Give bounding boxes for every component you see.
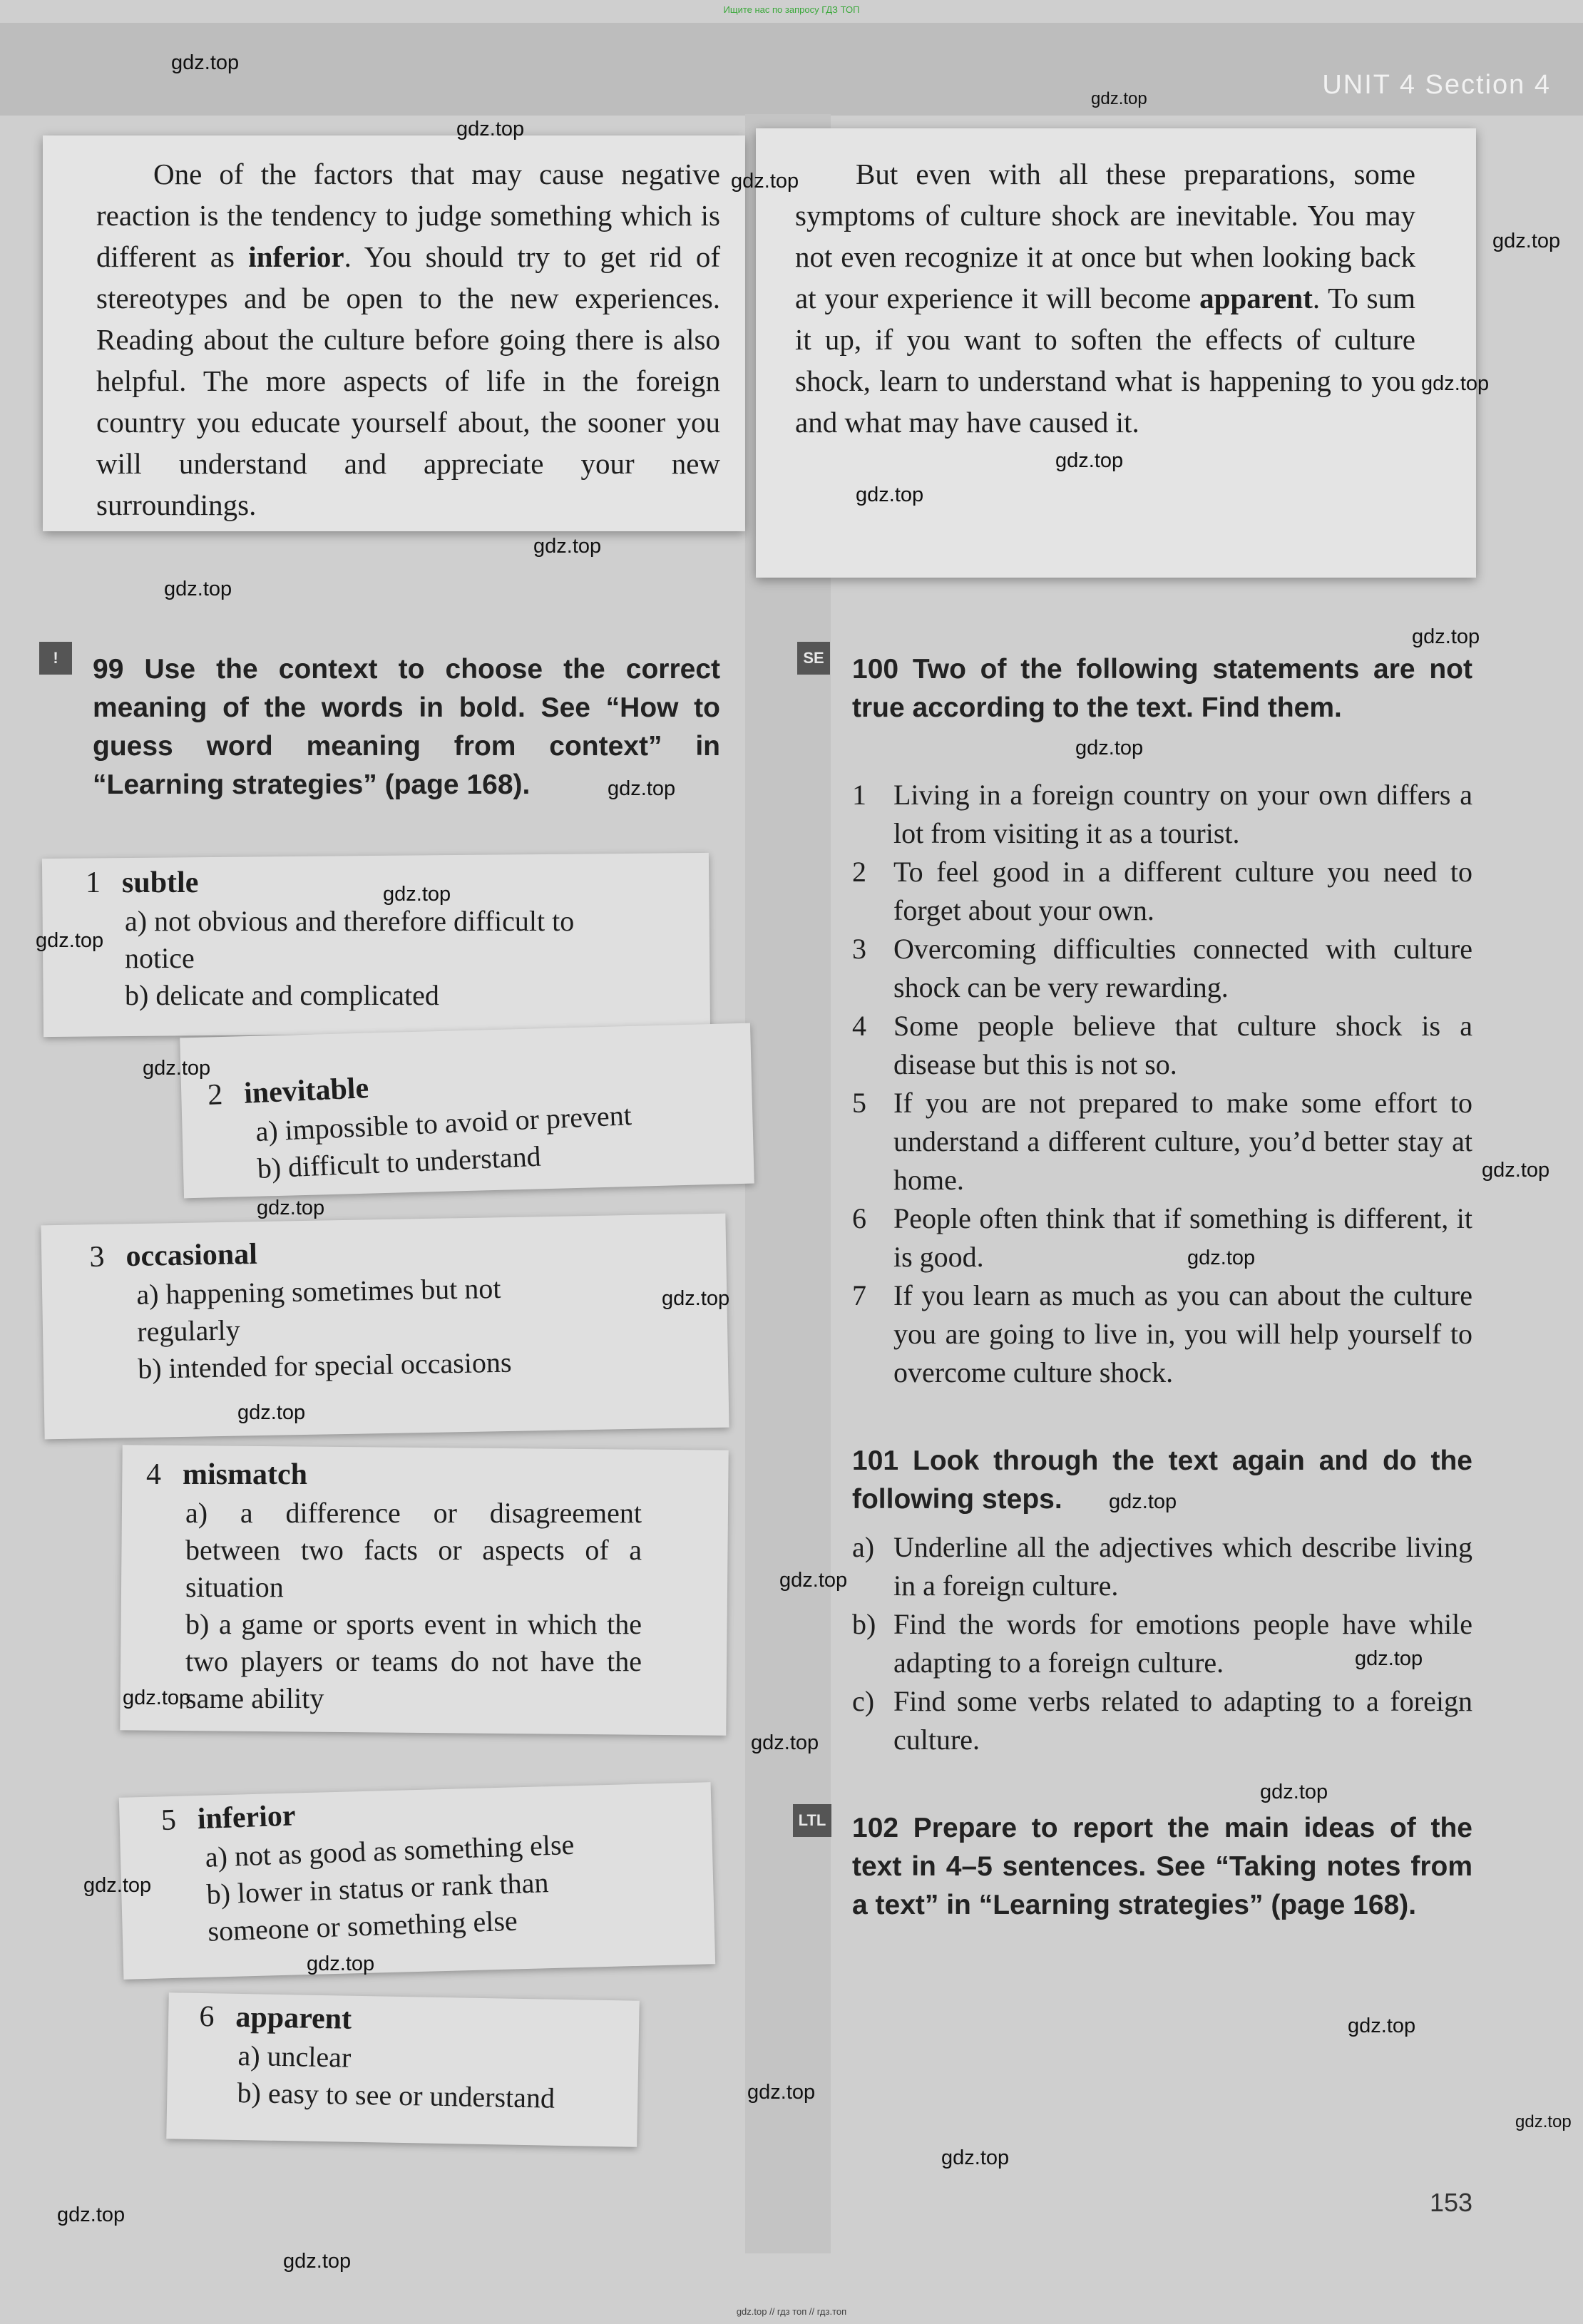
- step-item: [852, 1528, 1472, 1605]
- step-item: [852, 1682, 1472, 1759]
- task-101-text: Look through the text again and do the following steps.: [852, 1445, 1473, 1515]
- top-link[interactable]: Ищите нас по запросу ГДЗ ТОП: [723, 4, 860, 15]
- text-right-part2: . To sum it up, if you want to soften the effects of culture shock, learn to understand what is happening to you and what may have caused it.: [795, 282, 1415, 439]
- watermark: gdz.top: [123, 1686, 191, 1709]
- watermark: gdz.top: [1492, 230, 1561, 252]
- word-item-4: [146, 1455, 660, 1717]
- step-text: Find the words for emotions people have while adapting to a foreign culture.: [893, 1608, 1472, 1679]
- watermark: gdz.top: [1260, 1781, 1328, 1803]
- statement-item: [852, 1084, 1472, 1199]
- watermark: gdz.top: [57, 2203, 125, 2226]
- step-text: Find some verbs related to adapting to a foreign culture.: [893, 1685, 1472, 1756]
- word-item-term: inferior: [197, 1799, 297, 1836]
- task-100-heading: [852, 650, 1472, 727]
- statement-text: If you learn as much as you can about the culture you are going to live in, you will help yourself to overcome culture shock.: [893, 1279, 1472, 1388]
- task-100-text: Two of the following statements are not true according to the text. Find them.: [852, 654, 1472, 723]
- watermark: gdz.top: [747, 2081, 816, 2104]
- text-left: [96, 153, 720, 526]
- watermark: gdz.top: [1055, 449, 1124, 472]
- page-number: 153: [1430, 2188, 1473, 2217]
- statement-number: 7: [852, 1279, 866, 1311]
- statement-item: [852, 930, 1472, 1007]
- watermark: gdz.top: [1075, 737, 1144, 759]
- statement-number: 6: [852, 1202, 866, 1234]
- word-option-b: b) lower in status or rank than someone or something else: [205, 1866, 550, 1947]
- watermark: gdz.top: [36, 929, 104, 952]
- watermark: gdz.top: [731, 170, 799, 193]
- statement-text: Some people believe that culture shock is a disease but this is not so.: [893, 1010, 1472, 1080]
- word-option-a: a) not obvious and therefore difficult to notice: [125, 905, 575, 974]
- statement-number: 4: [852, 1010, 866, 1042]
- word-item-term: mismatch: [183, 1458, 307, 1491]
- word-item-6: [198, 1997, 642, 2119]
- step-text: Underline all the adjectives which describe living in a foreign culture.: [893, 1531, 1472, 1602]
- statement-text: If you are not prepared to make some effort to understand a different culture, you’d better stay at home.: [893, 1087, 1472, 1196]
- watermark: gdz.top: [1109, 1490, 1177, 1513]
- task-101-steps: [852, 1528, 1472, 1759]
- step-letter: c): [852, 1685, 875, 1717]
- statement-item: [852, 1199, 1472, 1276]
- watermark: gdz.top: [1482, 1159, 1550, 1182]
- word-item-number: 4: [146, 1458, 161, 1491]
- word-item-number: 5: [160, 1803, 177, 1837]
- task-99-number: 99: [93, 654, 124, 685]
- word-item-number: 3: [89, 1240, 105, 1274]
- watermark: gdz.top: [779, 1569, 848, 1592]
- watermark: gdz.top: [456, 118, 525, 140]
- watermark: gdz.top: [164, 578, 232, 600]
- ltl-icon: LTL: [793, 1804, 831, 1837]
- statement-text: Living in a foreign country on your own differs a lot from visiting it as a tourist.: [893, 779, 1472, 849]
- task-101-number: 101: [852, 1445, 899, 1476]
- text-right-part1: But even with all these preparations, some symptoms of culture shock are inevitable. You may not even recognize it at once but when looking back at your experience it will become: [795, 158, 1415, 314]
- watermark: gdz.top: [307, 1952, 375, 1975]
- watermark: gdz.top: [1187, 1247, 1256, 1269]
- word-option-a: a) unclear: [237, 2039, 352, 2074]
- bold-word-apparent: apparent: [1199, 282, 1313, 314]
- task-102-text: Prepare to report the main ideas of the text in 4–5 sentences. See “Taking notes from a text” in “Learning strategies” (page 168).: [852, 1813, 1472, 1920]
- bold-word-inferior: inferior: [248, 240, 344, 273]
- word-option-b: b) difficult to understand: [256, 1140, 542, 1185]
- task-102-heading: [852, 1809, 1472, 1925]
- word-item-term: subtle: [122, 866, 199, 899]
- watermark: gdz.top: [83, 1874, 152, 1897]
- watermark: gdz.top: [1515, 2112, 1572, 2131]
- bottom-link[interactable]: gdz.top // гдз топ // гдз.топ: [736, 2306, 847, 2317]
- watermark: gdz.top: [533, 535, 602, 558]
- step-letter: a): [852, 1531, 875, 1563]
- word-item-2: [207, 1053, 724, 1189]
- step-letter: b): [852, 1608, 876, 1640]
- word-item-number: 6: [199, 2000, 215, 2034]
- statement-number: 1: [852, 779, 866, 811]
- exclamation-icon: !: [39, 642, 72, 675]
- statement-number: 5: [852, 1087, 866, 1119]
- word-option-b: b) delicate and complicated: [125, 979, 439, 1011]
- task-99-text: Use the context to choose the correct meaning of the words in bold. See “How to guess word meaning from context” in “Learning strategies” (page 168).: [93, 654, 720, 800]
- statement-text: Overcoming difficulties connected with culture shock can be very rewarding.: [893, 933, 1472, 1003]
- word-option-a: a) not as good as something else: [205, 1828, 575, 1873]
- word-option-a: a) a difference or disagreement between two facts or aspects of a situation: [185, 1497, 642, 1603]
- watermark: gdz.top: [257, 1197, 325, 1219]
- watermark: gdz.top: [283, 2250, 352, 2273]
- word-option-a: a) impossible to avoid or prevent: [255, 1099, 632, 1148]
- word-item-number: 2: [207, 1078, 224, 1112]
- statement-text: To feel good in a different culture you need to forget about your own.: [893, 856, 1472, 926]
- word-item-term: apparent: [235, 2000, 352, 2036]
- word-option-a: a) happening sometimes but not regularly: [136, 1271, 501, 1348]
- statement-item: [852, 776, 1472, 853]
- statement-item: [852, 853, 1472, 930]
- watermark: gdz.top: [1091, 89, 1147, 108]
- statement-item: [852, 1007, 1472, 1084]
- statement-item: [852, 1276, 1472, 1392]
- word-item-term: inevitable: [243, 1072, 370, 1110]
- task-102-number: 102: [852, 1813, 899, 1843]
- watermark: gdz.top: [608, 777, 676, 800]
- word-item-5: [160, 1783, 679, 1952]
- task-100-number: 100: [852, 654, 899, 685]
- watermark: gdz.top: [1348, 2015, 1416, 2037]
- unit-header: UNIT 4 Section 4: [1322, 70, 1551, 100]
- watermark: gdz.top: [1355, 1647, 1423, 1670]
- statement-number: 2: [852, 856, 866, 888]
- word-option-b: b) intended for special occasions: [137, 1346, 512, 1385]
- watermark: gdz.top: [143, 1057, 211, 1080]
- watermark: gdz.top: [1412, 625, 1480, 648]
- se-icon: SE: [797, 642, 830, 675]
- statement-list: [852, 776, 1472, 1392]
- watermark: gdz.top: [171, 51, 240, 74]
- watermark: gdz.top: [662, 1287, 730, 1310]
- watermark: gdz.top: [941, 2146, 1010, 2169]
- word-item-3: [89, 1228, 605, 1388]
- word-option-b: b) a game or sports event in which the two players or teams do not have the same ability: [185, 1608, 642, 1714]
- statement-text: People often think that if something is different, it is good.: [893, 1202, 1472, 1273]
- word-item-term: occasional: [125, 1237, 258, 1274]
- watermark: gdz.top: [856, 483, 924, 506]
- watermark: gdz.top: [237, 1401, 306, 1424]
- watermark: gdz.top: [751, 1731, 819, 1754]
- word-option-b: b) easy to see or understand: [237, 2076, 555, 2114]
- text-left-part2: . You should try to get rid of stereotypes and be open to the new experiences. Reading about the culture before going there is also helpful. The more aspects of life in the foreign country you educate yourself about, the sooner you will understand and appreciate your new surroundings.: [96, 240, 720, 521]
- watermark: gdz.top: [1421, 372, 1490, 395]
- statement-number: 3: [852, 933, 866, 965]
- text-right: [795, 153, 1415, 443]
- word-item-number: 1: [86, 866, 101, 899]
- text-left-part1: One of the factors that may cause negative reaction is the tendency to judge something which is different as: [96, 158, 720, 273]
- watermark: gdz.top: [383, 883, 451, 906]
